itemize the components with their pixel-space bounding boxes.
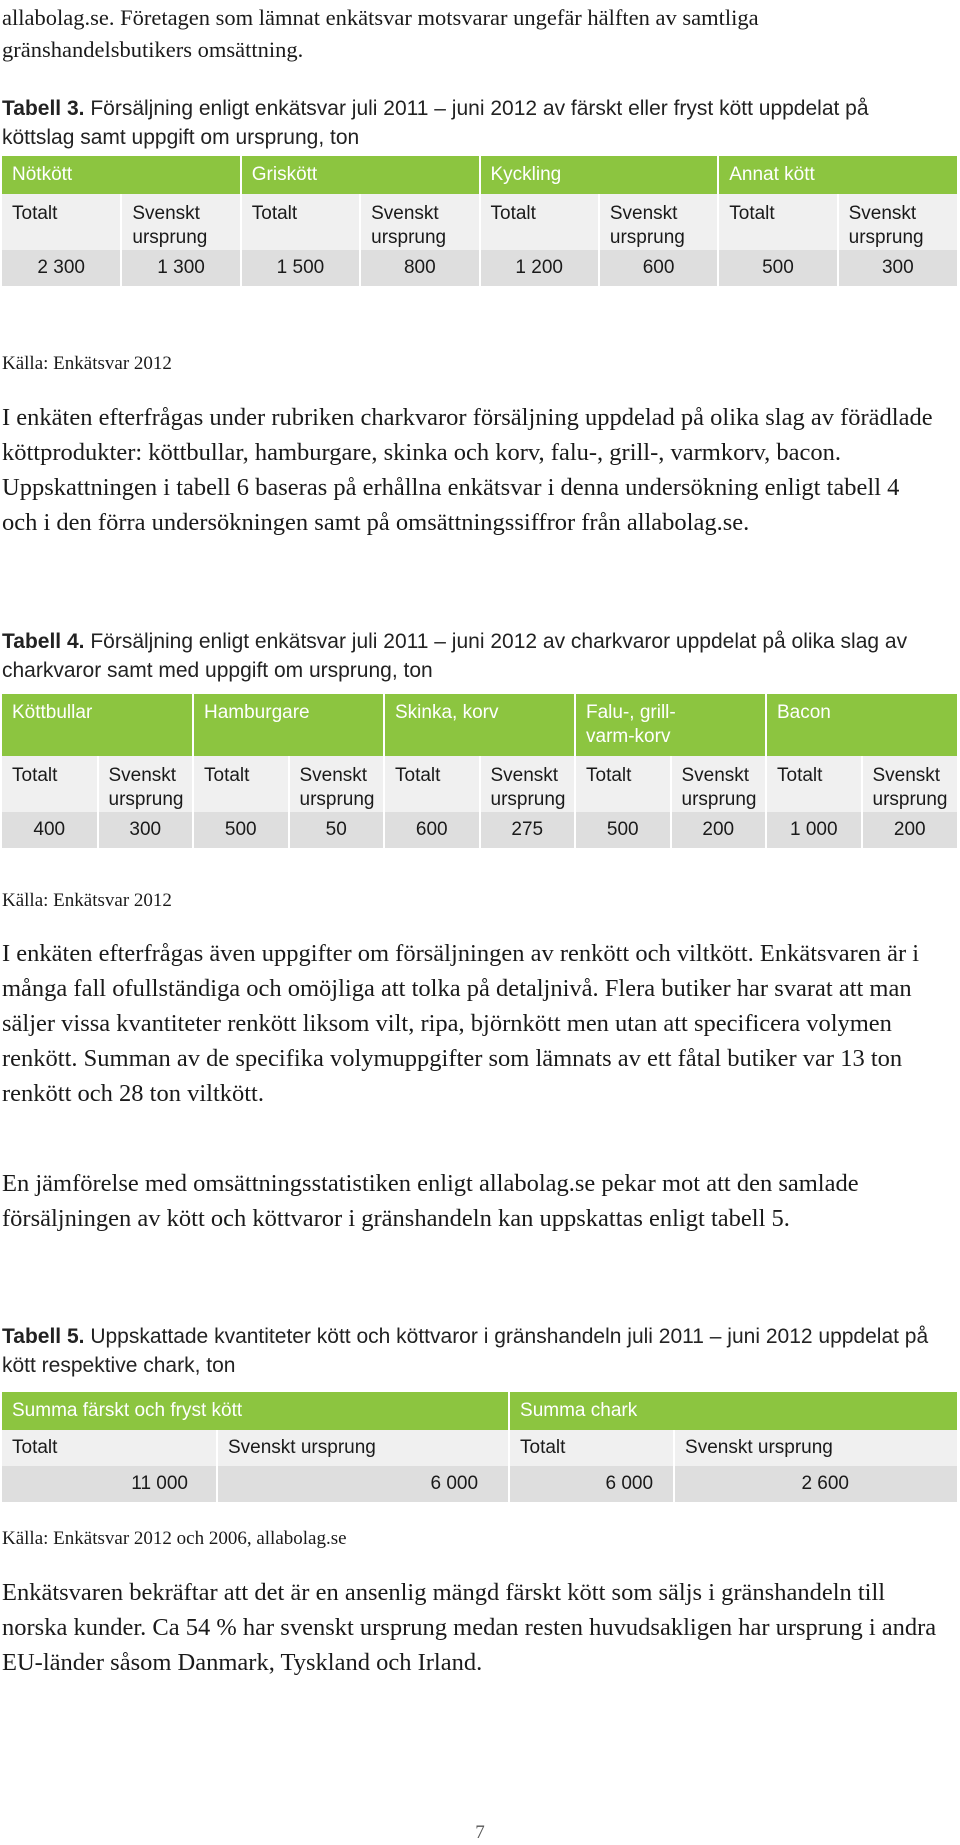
table3-subheader: Svenskt ursprung <box>838 194 957 250</box>
table4-value: 400 <box>2 812 98 848</box>
table4-value: 500 <box>193 812 289 848</box>
table5-caption <box>2 1322 932 1380</box>
table4-subheader: Svenskt ursprung <box>98 756 194 812</box>
table3-subheader: Totalt <box>2 194 121 250</box>
table5-subheader: Svenskt ursprung <box>674 1430 957 1466</box>
table4-group-header: Skinka, korv <box>384 694 575 756</box>
table5-value-row <box>2 1466 957 1502</box>
table3-value: 1 300 <box>121 250 240 286</box>
table4-label: Tabell 4. <box>2 630 85 653</box>
table4-subheader: Totalt <box>766 756 862 812</box>
table3-value: 1 500 <box>241 250 360 286</box>
table5-subheader-row <box>2 1430 957 1466</box>
table4-group-header: Falu-, grill-varm-korv <box>575 694 766 756</box>
table4-group-header: Köttbullar <box>2 694 193 756</box>
table4-subheader-row <box>2 756 957 812</box>
table5-source: Källa: Enkätsvar 2012 och 2006, allabolag.se <box>2 1528 347 1549</box>
table4-subheader: Totalt <box>193 756 289 812</box>
table3-value: 1 200 <box>480 250 599 286</box>
table3-caption <box>2 94 932 152</box>
table4-group-header: Bacon <box>766 694 957 756</box>
table5-subheader: Totalt <box>2 1430 217 1466</box>
table4-group-row <box>2 694 957 756</box>
paragraph-enkatsvaren: Enkätsvaren bekräftar att det är en ansenlig mängd färskt kött som säljs i gränshandeln till norska kunder. Ca 54 % har svenskt ursprung medan resten huvudsakligen har ursprung i andra EU-länder såsom Danmark, Tyskland och Irland. <box>2 1579 937 1676</box>
table5-value: 6 000 <box>509 1466 674 1502</box>
table3-value: 600 <box>599 250 718 286</box>
table3-value: 500 <box>718 250 837 286</box>
table3-value: 300 <box>838 250 957 286</box>
table4-source: Källa: Enkätsvar 2012 <box>2 890 172 911</box>
table5 <box>2 1392 957 1502</box>
table3-value-row <box>2 250 957 286</box>
table4-value: 1 000 <box>766 812 862 848</box>
table5-group-header: Summa färskt och fryst kött <box>2 1392 509 1430</box>
table4-caption <box>2 627 932 685</box>
table3-group-header: Kyckling <box>480 156 719 194</box>
table3-value: 800 <box>360 250 479 286</box>
table3-source: Källa: Enkätsvar 2012 <box>2 353 172 374</box>
table3-group-row <box>2 156 957 194</box>
table3-subheader: Svenskt ursprung <box>121 194 240 250</box>
table3-group-header: Griskött <box>241 156 480 194</box>
table3-caption-text: Försäljning enligt enkätsvar juli 2011 – juni 2012 av färskt eller fryst kött uppdelat på köttslag samt uppgift om ursprung, ton <box>2 97 869 149</box>
table3-subheader: Svenskt ursprung <box>360 194 479 250</box>
table4-value: 50 <box>289 812 385 848</box>
table4-value: 275 <box>480 812 576 848</box>
table4-value: 200 <box>862 812 958 848</box>
table5-subheader: Svenskt ursprung <box>217 1430 509 1466</box>
table4-subheader: Svenskt ursprung <box>862 756 958 812</box>
table4-subheader: Svenskt ursprung <box>289 756 385 812</box>
table3-subheader: Svenskt ursprung <box>599 194 718 250</box>
table5-caption-text: Uppskattade kvantiteter kött och köttvaror i gränshandeln juli 2011 – juni 2012 uppdelat på kött respektive chark, ton <box>2 1325 929 1377</box>
table4 <box>2 694 957 848</box>
table4-caption-text: Försäljning enligt enkätsvar juli 2011 – juni 2012 av charkvaror uppdelat på olika slag av charkvaror samt med uppgift om ursprung, ton <box>2 630 908 682</box>
table4-subheader: Totalt <box>384 756 480 812</box>
table5-subheader: Totalt <box>509 1430 674 1466</box>
table3-label: Tabell 3. <box>2 97 85 120</box>
table4-group-header: Hamburgare <box>193 694 384 756</box>
table5-group-row <box>2 1392 957 1430</box>
table5-label: Tabell 5. <box>2 1325 85 1348</box>
table5-value: 2 600 <box>674 1466 957 1502</box>
table3 <box>2 156 957 286</box>
table4-value: 300 <box>98 812 194 848</box>
table4-subheader: Svenskt ursprung <box>671 756 767 812</box>
table5-value: 11 000 <box>2 1466 217 1502</box>
table4-value: 500 <box>575 812 671 848</box>
table4-subheader: Svenskt ursprung <box>480 756 576 812</box>
page-number: 7 <box>475 1822 485 1843</box>
paragraph-charkvaror: I enkäten efterfrågas under rubriken charkvaror försäljning uppdelad på olika slag av förädlade köttprodukter: köttbullar, hamburgare, skinka och korv, falu-, grill-, varmkorv, bacon. Uppskattningen i tabell 6 baseras på erhållna enkätsvar i denna undersökning enligt tabell 4 och i den förra undersökningen samt på omsättningssiffror från allabolag.se. <box>2 404 933 536</box>
paragraph-renkott-viltkott: I enkäten efterfrågas även uppgifter om försäljningen av renkött och viltkött. Enkätsvaren är i många fall ofullständiga och omöjliga att tolka på detaljnivå. Flera butiker har svarat att man säljer vissa kvantiteter renkött liksom vilt, ripa, björnkött men utan att specificera volymen renkött. Summan av de specifika volymuppgifter som lämnats av ett fåtal butiker var 13 ton renkött och 28 ton viltkött. <box>2 940 920 1107</box>
table3-subheader-row <box>2 194 957 250</box>
table5-value: 6 000 <box>217 1466 509 1502</box>
table3-subheader: Totalt <box>480 194 599 250</box>
table4-subheader: Totalt <box>2 756 98 812</box>
table4-value-row <box>2 812 957 848</box>
table4-subheader: Totalt <box>575 756 671 812</box>
table3-subheader: Totalt <box>718 194 837 250</box>
table3-group-header: Nötkött <box>2 156 241 194</box>
table4-value: 600 <box>384 812 480 848</box>
paragraph-jamforelse: En jämförelse med omsättningsstatistiken enligt allabolag.se pekar mot att den samlade försäljningen av kött och köttvaror i gränshandeln kan uppskattas enligt tabell 5. <box>2 1170 859 1232</box>
table5-group-header: Summa chark <box>509 1392 957 1430</box>
table3-group-header: Annat kött <box>718 156 957 194</box>
table3-subheader: Totalt <box>241 194 360 250</box>
table4-value: 200 <box>671 812 767 848</box>
intro-paragraph: allabolag.se. Företagen som lämnat enkätsvar motsvarar ungefär hälften av samtliga gränshandelsbutikers omsättning. <box>2 5 759 62</box>
table3-value: 2 300 <box>2 250 121 286</box>
